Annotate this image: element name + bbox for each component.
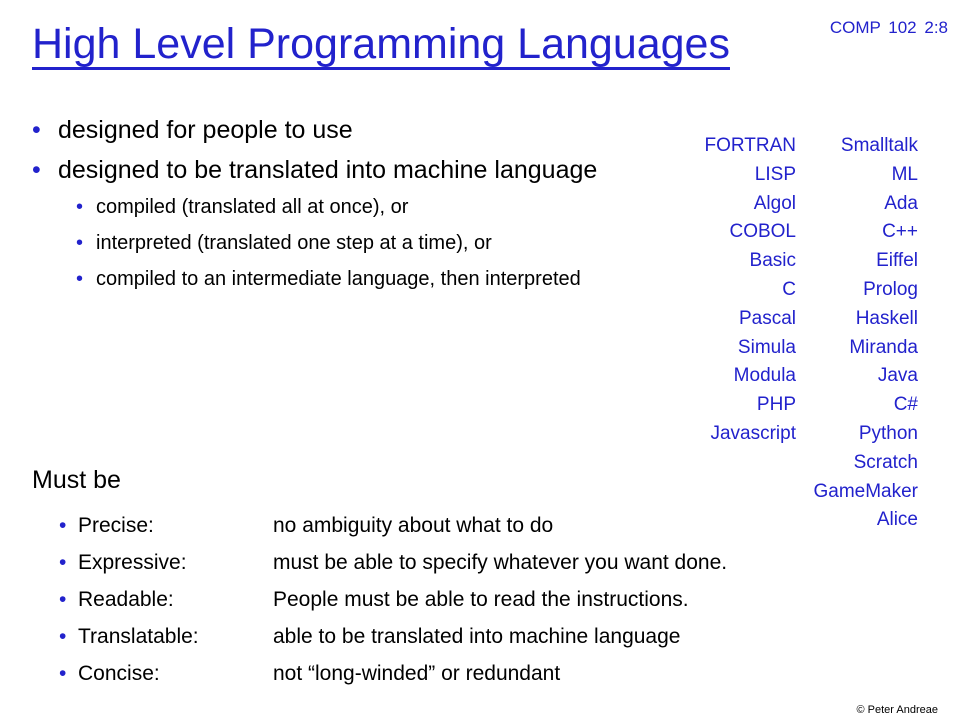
language-item: Basic <box>749 250 796 272</box>
copyright-footer: © Peter Andreae <box>856 704 938 716</box>
property-name: Expressive: <box>78 551 187 574</box>
language-item: Modula <box>733 365 796 387</box>
main-bullets <box>58 114 638 302</box>
bullet-item: • designed to be translated into machine language <box>58 154 638 186</box>
slide-title: High Level Programming Languages <box>32 20 730 68</box>
language-item: Algol <box>753 192 796 214</box>
language-item: Javascript <box>710 422 796 444</box>
language-item: FORTRAN <box>704 135 796 156</box>
sub-bullet-item: • interpreted (translated one step at a time), or <box>96 230 638 256</box>
language-item: Simula <box>737 336 796 358</box>
property-name: Readable: <box>78 588 174 611</box>
sub-bullet-item: • compiled to an intermediate language, then interpreted <box>96 266 638 292</box>
language-item: LISP <box>754 163 796 185</box>
language-item: Miranda <box>849 336 918 358</box>
property-list <box>78 512 727 697</box>
language-item: C <box>782 278 796 300</box>
language-item: Ada <box>884 192 918 214</box>
property-description: must be able to specify whatever you want done. <box>273 551 728 574</box>
property-item <box>78 623 727 660</box>
property-description: no ambiguity about what to do <box>273 514 554 537</box>
course-label: COMP 102 2:8 <box>829 18 948 37</box>
language-item: Scratch <box>853 451 918 473</box>
language-item: COBOL <box>729 221 796 243</box>
language-item: ML <box>891 163 918 185</box>
property-item <box>78 512 727 549</box>
language-item: Eiffel <box>876 250 918 272</box>
language-item: Alice <box>876 509 918 531</box>
language-item: Haskell <box>855 307 918 329</box>
property-description: able to be translated into machine language <box>273 625 681 648</box>
must-be-heading: Must be <box>32 466 121 494</box>
language-list-column-2 <box>780 132 918 535</box>
language-list-column-1 <box>640 132 796 449</box>
language-item: PHP <box>756 394 796 416</box>
language-item: Pascal <box>738 307 796 329</box>
language-item: Prolog <box>863 278 918 300</box>
property-description: not “long-winded” or redundant <box>273 662 561 685</box>
language-item: C# <box>893 394 918 416</box>
property-name: Precise: <box>78 514 154 537</box>
property-item <box>78 660 727 697</box>
property-description: People must be able to read the instructions. <box>273 588 689 611</box>
bullet-item: • designed for people to use <box>58 114 638 146</box>
property-name: Concise: <box>78 662 160 685</box>
language-item: C++ <box>882 221 918 243</box>
property-name: Translatable: <box>78 625 199 648</box>
language-item: Python <box>858 422 918 444</box>
sub-bullet-item: • compiled (translated all at once), or <box>96 194 638 220</box>
language-item: GameMaker <box>813 480 918 502</box>
language-item: Java <box>877 365 918 387</box>
language-item: Smalltalk <box>840 135 918 156</box>
property-item <box>78 586 727 623</box>
property-item <box>78 549 727 586</box>
